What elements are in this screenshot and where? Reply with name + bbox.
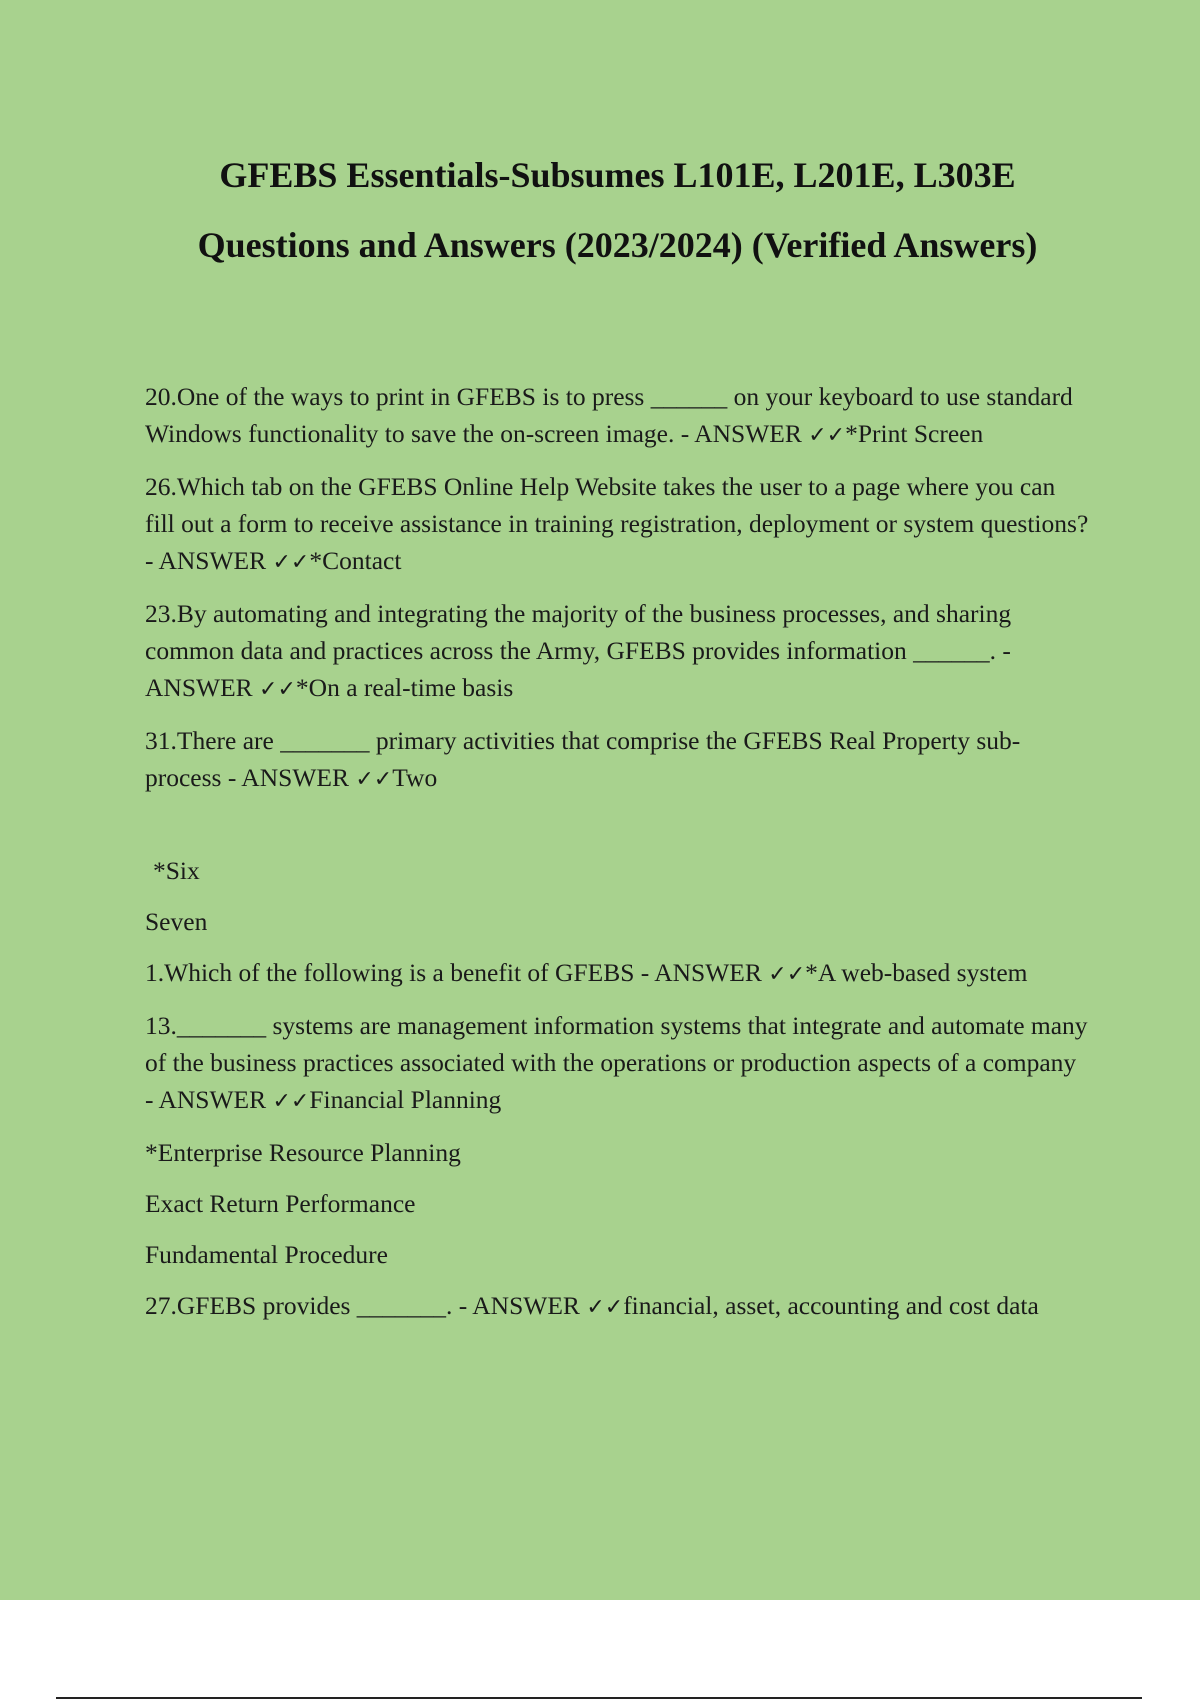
option-item: Exact Return Performance (145, 1189, 416, 1218)
question-text: 13._______ systems are management information systems that integrate and automate many of the business practices associated with the operations or production aspects of a company - ANSWER (145, 1011, 1088, 1114)
answer-text: Two (392, 763, 438, 792)
question-text: 27.GFEBS provides _______. - ANSWER (145, 1291, 587, 1320)
answer-text: *Contact (309, 546, 402, 575)
double-check-icon: ✓✓ (808, 423, 846, 448)
title-line-2: Questions and Answers (2023/2024) (Verified Answers) (197, 225, 1038, 265)
spacer (145, 812, 1090, 852)
option-item: *Six (153, 856, 200, 885)
qa-entry-27 (145, 1287, 1090, 1326)
answer-text: *On a real-time basis (295, 673, 514, 702)
qa-entry-1 (145, 954, 1090, 993)
question-text: 26.Which tab on the GFEBS Online Help Website takes the user to a page where you can fill out a form to receive assistance in training registration, deployment or system questions? - ANSWER (145, 472, 1089, 575)
question-text: 20.One of the ways to print in GFEBS is to press ______ on your keyboard to use standard Windows functionality to save the on-screen image. - ANSWER (145, 382, 1073, 448)
double-check-icon: ✓✓ (272, 1089, 310, 1114)
title-line-1: GFEBS Essentials-Subsumes L101E, L201E, L303E (219, 155, 1016, 195)
option-item: Seven (145, 907, 208, 936)
qa-list (145, 378, 1090, 1326)
question-text: 31.There are _______ primary activities that comprise the GFEBS Real Property sub-process - ANSWER (145, 726, 1021, 792)
question-text: 1.Which of the following is a benefit of GFEBS - ANSWER (145, 958, 769, 987)
double-check-icon: ✓✓ (768, 962, 806, 987)
answer-text: financial, asset, accounting and cost data (623, 1291, 1039, 1320)
double-check-icon: ✓✓ (259, 677, 296, 702)
double-check-icon: ✓✓ (586, 1295, 624, 1320)
qa-entry-20 (145, 378, 1090, 454)
document-body (145, 140, 1090, 1340)
qa-entry-13 (145, 1007, 1090, 1120)
question-text: 23.By automating and integrating the majority of the business processes, and sharing common data and practices across the Army, GFEBS provides information ______. - ANSWER (145, 599, 1012, 702)
double-check-icon: ✓✓ (355, 767, 393, 792)
double-check-icon: ✓✓ (272, 550, 310, 575)
qa-entry-26 (145, 468, 1090, 581)
qa-entry-31 (145, 722, 1090, 798)
answer-text: Financial Planning (309, 1085, 502, 1114)
answer-text: *Print Screen (845, 419, 984, 448)
document-title (145, 140, 1090, 280)
option-item: *Enterprise Resource Planning (145, 1138, 461, 1167)
option-item: Fundamental Procedure (145, 1240, 388, 1269)
footer-divider (56, 1697, 1142, 1699)
qa-entry-23 (145, 595, 1090, 708)
answer-text: *A web-based system (805, 958, 1028, 987)
